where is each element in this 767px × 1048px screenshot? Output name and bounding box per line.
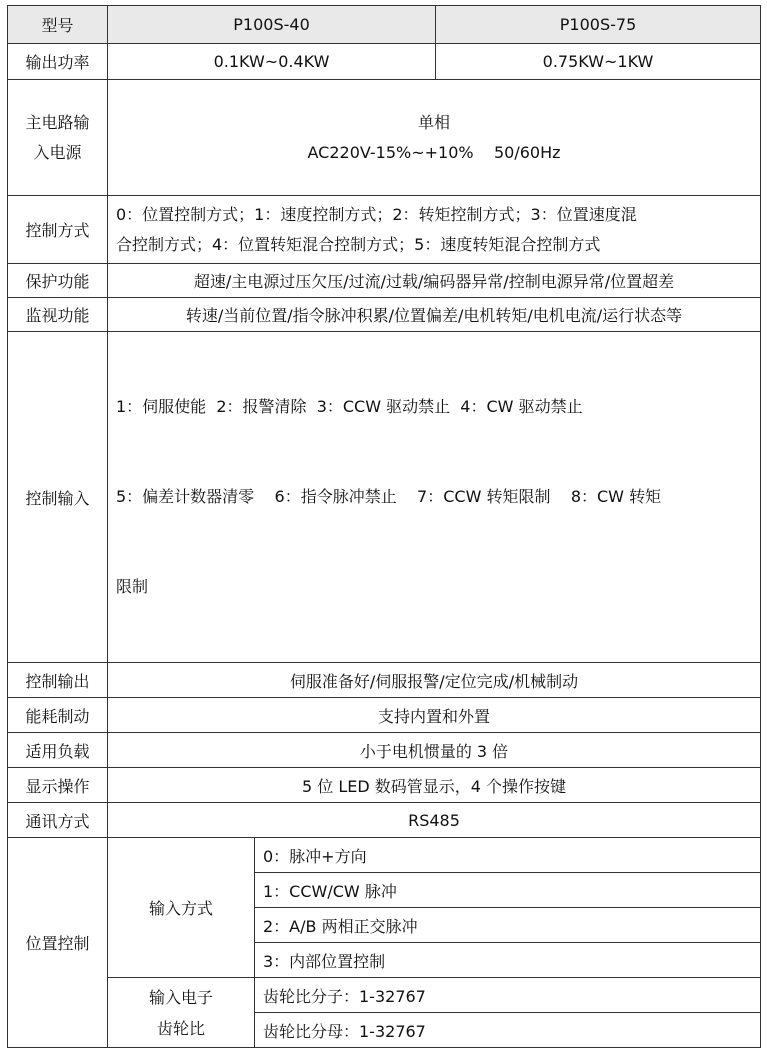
main-supply-label — [8, 80, 108, 196]
gear-numerator: 齿轮比分子：1-32767 — [255, 978, 761, 1013]
load-value: 小于电机惯量的 3 倍 — [108, 733, 761, 768]
monitoring-label: 监视功能 — [8, 298, 108, 332]
main-supply-label-line2: 入电源 — [33, 142, 82, 162]
spec-table — [7, 5, 761, 1048]
control-output-value: 伺服准备好/伺服报警/定位完成/机械制动 — [108, 663, 761, 698]
load-label: 适用负载 — [8, 733, 108, 768]
control-input-value — [108, 332, 761, 663]
comm-label: 通讯方式 — [8, 803, 108, 838]
protection-row — [8, 264, 761, 298]
display-value: 5 位 LED 数码管显示，4 个操作按键 — [108, 768, 761, 803]
gear-ratio-label-line2: 齿轮比 — [156, 1018, 205, 1038]
main-supply-label-line1: 主电路输 — [25, 112, 90, 132]
control-mode-line1: 0：位置控制方式；1：速度控制方式；2：转矩控制方式；3：位置速度混 — [116, 204, 637, 224]
power-value-1: 0.1KW~0.4KW — [108, 44, 436, 80]
gear-ratio-label — [108, 978, 255, 1048]
protection-value: 超速/主电源过压欠压/过流/过载/编码器异常/控制电源异常/位置超差 — [108, 264, 761, 298]
header-row — [8, 6, 761, 44]
main-supply-value — [108, 80, 761, 196]
control-input-line2: 5：偏差计数器清零 6：指令脉冲禁止 7：CCW 转矩限制 8：CW 转矩 — [116, 487, 662, 506]
display-label: 显示操作 — [8, 768, 108, 803]
braking-value: 支持内置和外置 — [108, 698, 761, 733]
position-control-row — [8, 838, 761, 873]
input-mode-1: 1：CCW/CW 脉冲 — [255, 873, 761, 908]
main-supply-phase: 单相 — [418, 112, 451, 132]
model-header-label: 型号 — [8, 6, 108, 44]
control-output-label: 控制输出 — [8, 663, 108, 698]
control-mode-row — [8, 196, 761, 264]
power-value-2: 0.75KW~1KW — [436, 44, 761, 80]
position-control-label: 位置控制 — [8, 838, 108, 1048]
power-label: 输出功率 — [8, 44, 108, 80]
monitoring-row — [8, 298, 761, 332]
control-input-line3: 限制 — [116, 577, 149, 596]
protection-label: 保护功能 — [8, 264, 108, 298]
main-supply-voltage: AC220V-15%~+10% 50/60Hz — [307, 142, 561, 162]
braking-label: 能耗制动 — [8, 698, 108, 733]
control-output-row — [8, 663, 761, 698]
control-mode-label: 控制方式 — [8, 196, 108, 264]
comm-row — [8, 803, 761, 838]
input-mode-2: 2：A/B 两相正交脉冲 — [255, 908, 761, 943]
model-1-header: P100S-40 — [108, 6, 436, 44]
monitoring-value: 转速/当前位置/指令脉冲积累/位置偏差/电机转矩/电机电流/运行状态等 — [108, 298, 761, 332]
input-mode-label: 输入方式 — [108, 838, 255, 978]
main-supply-row — [8, 80, 761, 196]
control-input-row — [8, 332, 761, 663]
load-row — [8, 733, 761, 768]
power-row — [8, 44, 761, 80]
gear-ratio-label-line1: 输入电子 — [148, 987, 213, 1007]
control-input-label: 控制输入 — [8, 332, 108, 663]
position-control-row — [8, 978, 761, 1013]
display-row — [8, 768, 761, 803]
control-mode-value — [108, 196, 761, 264]
input-mode-0: 0：脉冲+方向 — [255, 838, 761, 873]
control-mode-line2: 合控制方式；4：位置转矩混合控制方式；5：速度转矩混合控制方式 — [116, 234, 601, 254]
input-mode-3: 3：内部位置控制 — [255, 943, 761, 978]
comm-value: RS485 — [108, 803, 761, 838]
braking-row — [8, 698, 761, 733]
control-input-line1: 1：伺服使能 2：报警清除 3：CCW 驱动禁止 4：CW 驱动禁止 — [116, 397, 583, 416]
gear-denominator: 齿轮比分母：1-32767 — [255, 1013, 761, 1048]
model-2-header: P100S-75 — [436, 6, 761, 44]
